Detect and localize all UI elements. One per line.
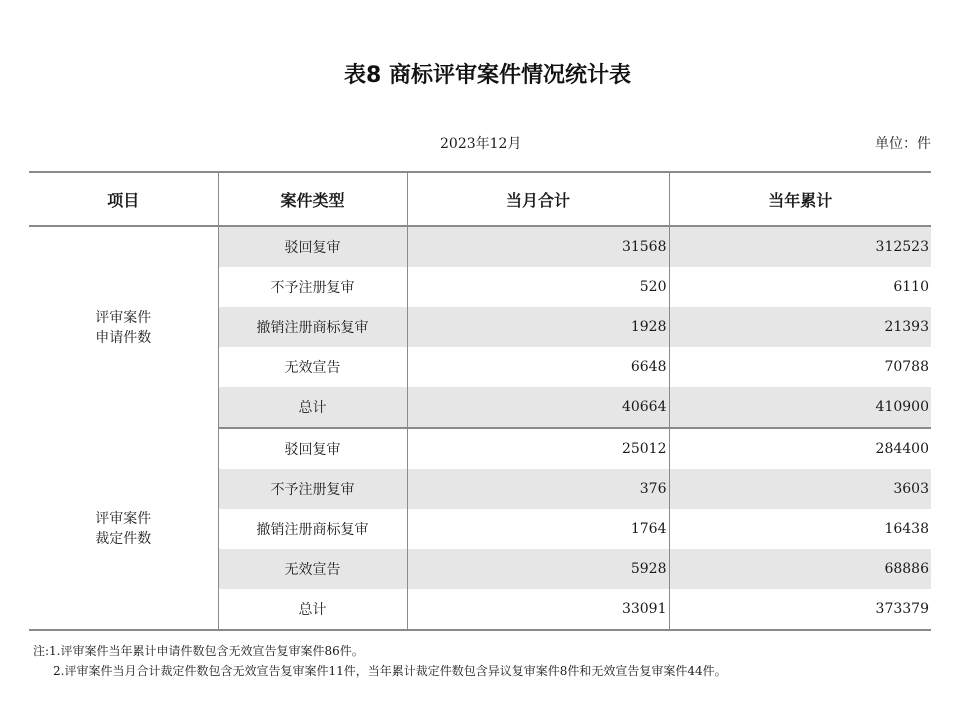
month-total-cell: 376 [407,469,669,509]
month-total-cell: 1764 [407,509,669,549]
group-label-line: 评审案件 [95,309,152,326]
footnote-2: 2.评审案件当月合计裁定件数包含无效宣告复审案件11件，当年累计裁定件数包含异议复审案件8件和无效宣告复审案件44件。 [53,664,727,678]
report-date: 2023年12月 [440,136,522,152]
year-total-cell: 16438 [884,521,929,537]
month-total-cell: 40664 [407,387,669,428]
group-label-line: 裁定件数 [95,530,152,547]
group-label-line: 申请件数 [95,329,152,346]
month-total-cell: 520 [407,267,669,307]
case-type-cell: 总计 [218,387,407,428]
month-total-cell: 5928 [407,549,669,589]
month-total-cell: 33091 [407,589,669,630]
group-label-rulings [29,428,218,630]
case-type-cell: 不予注册复审 [218,267,407,307]
table-row [29,428,931,469]
header-year-total: 当年累计 [669,172,931,226]
month-total-cell: 25012 [407,428,669,469]
year-total-cell: 373379 [669,589,931,630]
year-total-cell: 284400 [875,441,929,457]
statistics-table [29,171,931,631]
header-month-total: 当月合计 [407,172,669,226]
year-total-cell: 21393 [669,307,931,347]
case-type-cell: 驳回复审 [218,226,407,267]
case-type-cell: 撤销注册商标复审 [218,509,407,549]
header-case-type: 案件类型 [218,172,407,226]
header-item: 项目 [29,172,218,226]
page-title: 表8 商标评审案件情况统计表 [344,63,631,88]
case-type-cell: 撤销注册商标复审 [218,307,407,347]
footnotes [33,641,727,681]
footnote-1: 注:1.评审案件当年累计申请件数包含无效宣告复审案件86件。 [33,644,364,658]
table-row [29,226,931,267]
case-type-cell: 不予注册复审 [218,469,407,509]
month-total-cell: 31568 [407,226,669,267]
month-total-cell: 1928 [407,307,669,347]
year-total-cell: 312523 [669,226,931,267]
group-label-line: 评审案件 [95,510,152,527]
year-total-cell: 68886 [669,549,931,589]
case-type-cell: 无效宣告 [218,549,407,589]
year-total-cell: 410900 [669,387,931,428]
year-total-cell: 70788 [884,359,929,375]
table-header-row [29,172,931,226]
case-type-cell: 无效宣告 [218,347,407,387]
case-type-cell: 驳回复审 [218,428,407,469]
month-total-cell: 6648 [407,347,669,387]
year-total-cell: 3603 [669,469,931,509]
year-total-cell: 6110 [893,279,929,295]
unit-label: 单位：件 [875,136,931,152]
case-type-cell: 总计 [218,589,407,630]
group-label-applications [29,226,218,428]
